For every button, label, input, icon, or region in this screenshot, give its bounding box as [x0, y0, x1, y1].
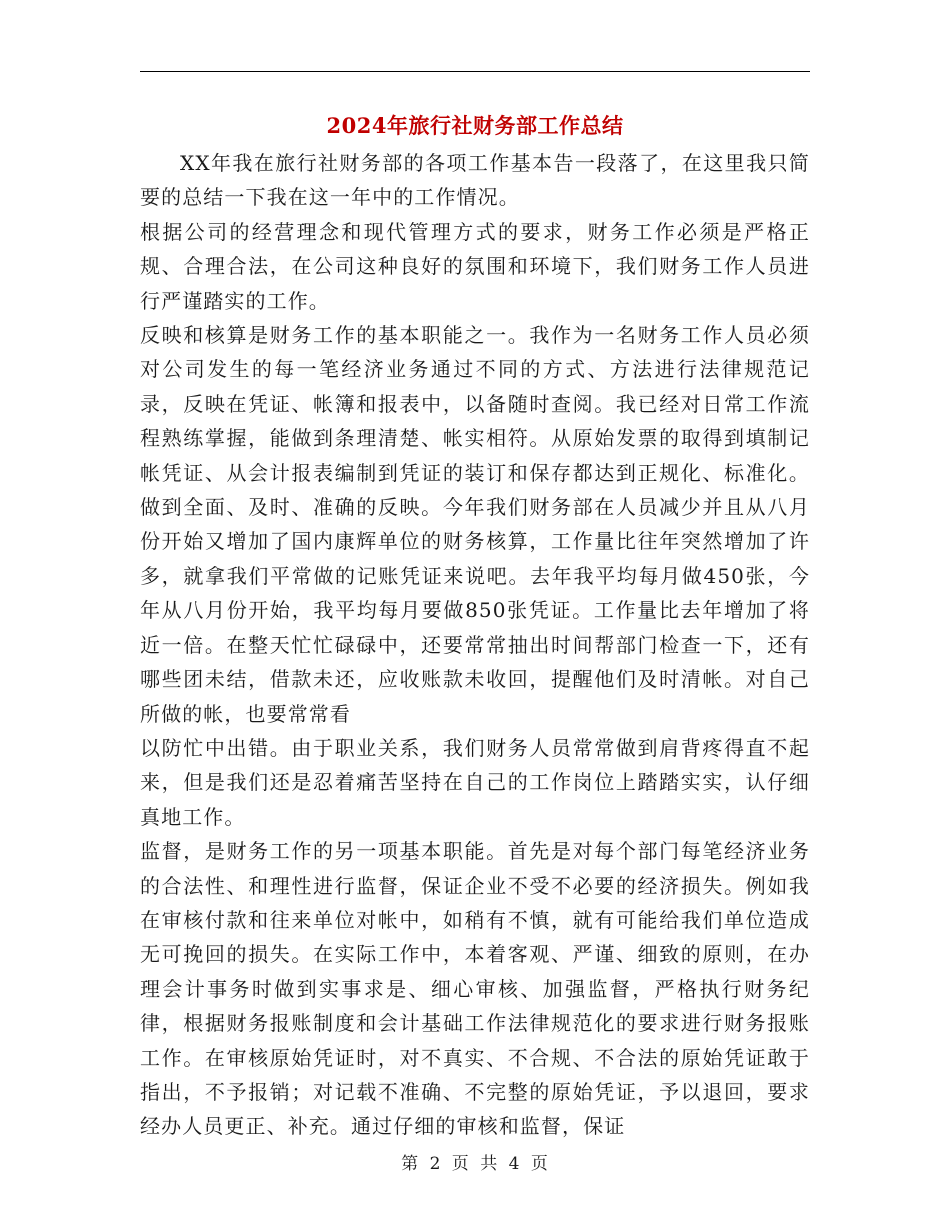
paragraph-1: XX年我在旅行社财务部的各项工作基本告一段落了，在这里我只简要的总结一下我在这一年中的工作情况。: [140, 151, 810, 210]
paragraph-5: 监督，是财务工作的另一项基本职能。首先是对每个部门每笔经济业务的合法性、和理性进行监督，保证企业不受不必要的经济损失。例如我在审核付款和往来单位对帐中，如稍有不慎，就有可能给我们单位造成无可挽回的损失。在实际工作中，本着客观、严谨、细致的原则，在办理会计事务时做到实事求是、细心审核、加强监督，严格执行财务纪律，根据财务报账制度和会计基础工作法律规范化的要求进行财务报账工作。在审核原始凭证时，对不真实、不合规、不合法的原始凭证敢于指出，不予报销；对记载不准确、不完整的原始凭证，予以退回，要求经办人员更正、补充。通过仔细的审核和监督，保证: [140, 839, 810, 1139]
paragraph-4: 以防忙中出错。由于职业关系，我们财务人员常常做到肩背疼得直不起来，但是我们还是忍着痛苦坚持在自己的工作岗位上踏踏实实，认仔细真地工作。: [140, 735, 810, 829]
document-body: [140, 146, 810, 1144]
paragraph-3: 反映和核算是财务工作的基本职能之一。我作为一名财务工作人员必须对公司发生的每一笔经济业务通过不同的方式、方法进行法律规范记录，反映在凭证、帐簿和报表中，以备随时查阅。我已经对日常工作流程熟练掌握，能做到条理清楚、帐实相符。从原始发票的取得到填制记帐凭证、从会计报表编制到凭证的装订和保存都达到正规化、标准化。做到全面、及时、准确的反映。今年我们财务部在人员减少并且从八月份开始又增加了国内康辉单位的财务核算，工作量比往年突然增加了许多，就拿我们平常做的记账凭证来说吧。去年我平均每月做450张，今年从八月份开始，我平均每月要做850张凭证。工作量比去年增加了将近一倍。在整天忙忙碌碌中，还要常常抽出时间帮部门检查一下，还有哪些团未结，借款未还，应收账款未收回，提醒他们及时清帐。对自己所做的帐，也要常常看: [140, 323, 810, 726]
header-rule: [140, 71, 810, 72]
page-footer: 第 2 页 共 4 页: [401, 1154, 549, 1174]
paragraph-2: 根据公司的经营理念和现代管理方式的要求，财务工作必须是严格正规、合理合法，在公司这种良好的氛围和环境下，我们财务工作人员进行严谨踏实的工作。: [140, 219, 810, 313]
document-title: 2024年旅行社财务部工作总结: [326, 113, 624, 138]
